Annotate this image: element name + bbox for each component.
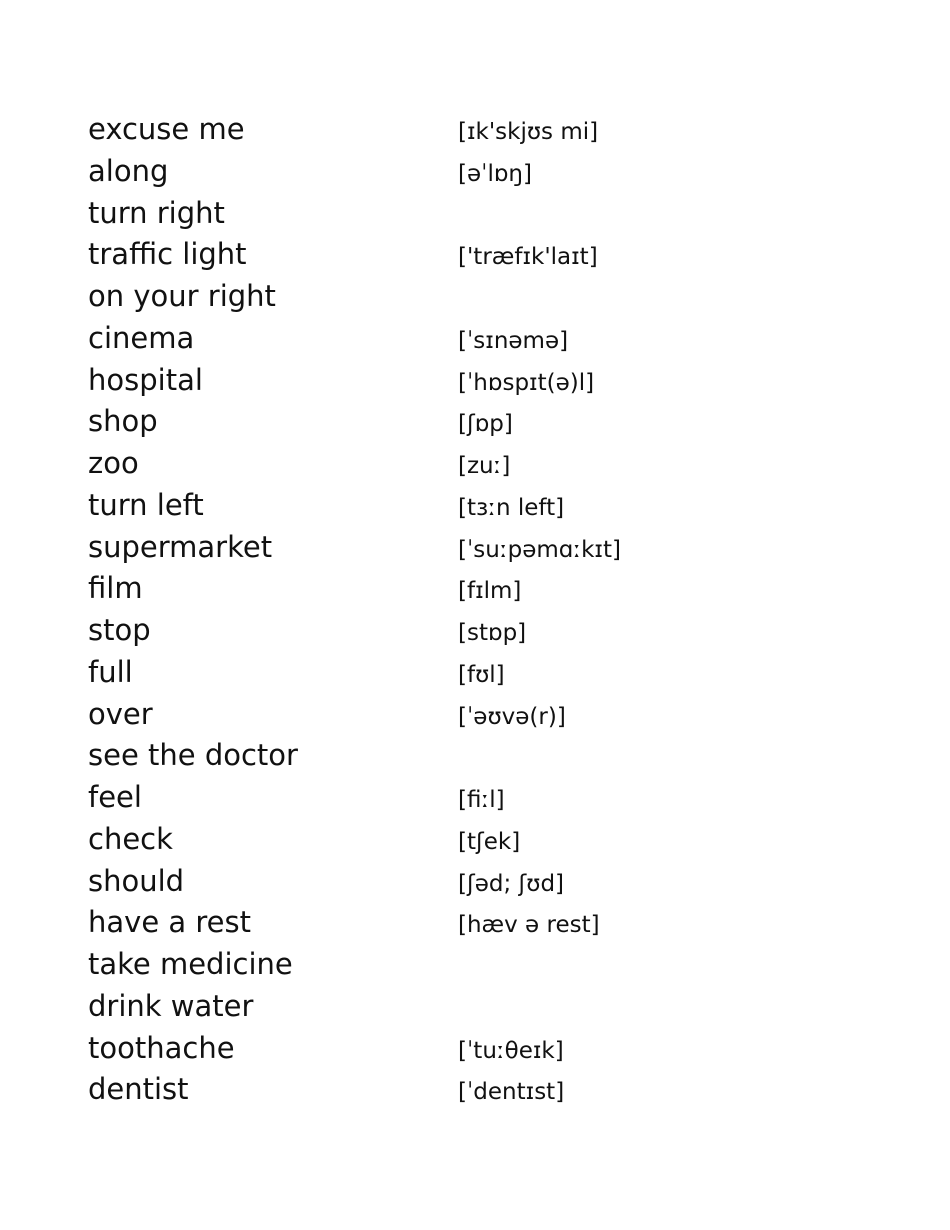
vocab-row [88,237,868,279]
vocab-word: zoo [88,446,139,480]
vocab-row [88,530,868,572]
vocab-row [88,363,868,405]
vocab-word: hospital [88,362,203,397]
vocab-phonetic: [ˈsɪnəmə] [458,327,569,354]
vocab-word: take medicine [88,947,293,981]
vocab-phonetic: [tʃek] [458,828,521,855]
vocab-phonetic: [ˈhɒspɪt(ə)l] [458,369,595,396]
vocab-word: shop [88,404,158,439]
vocab-row [88,488,868,530]
vocab-word: excuse me [88,112,245,146]
vocab-phonetic: [ˈsuːpəmɑːkɪt] [458,536,621,563]
vocab-row [88,154,868,196]
vocab-word: along [88,153,169,188]
vocab-word: see the doctor [88,738,298,773]
vocab-row [88,404,868,446]
vocab-phonetic: [ɪk'skjʊs mi] [458,119,599,145]
vocab-word: film [88,571,143,606]
vocab-phonetic: [ˈəʊvə(r)] [458,703,566,730]
vocab-word: cinema [88,320,195,355]
vocab-phonetic: [ʃɒp] [458,411,513,438]
vocab-word: should [88,863,185,898]
vocab-row [88,780,868,822]
vocab-row [88,321,868,363]
vocab-word: stop [88,613,151,647]
vocab-row [88,905,868,947]
vocab-row [88,822,868,864]
vocab-row [88,738,868,780]
vocab-row [88,112,868,154]
vocab-word: turn left [88,487,204,522]
vocab-row [88,989,868,1031]
vocab-word: supermarket [88,529,273,564]
vocab-phonetic: [tɜːn left] [458,494,565,521]
vocab-phonetic: [ʃəd; ʃʊd] [458,870,565,897]
vocab-row [88,655,868,697]
vocab-row [88,613,868,655]
vocab-phonetic: [fɪlm] [458,578,522,605]
vocab-phonetic: [zuː] [458,453,511,479]
vocab-word: check [88,821,173,856]
vocab-word: have a rest [88,905,251,940]
vocab-word: full [88,654,133,689]
vocab-word: over [88,696,153,731]
vocab-row [88,1031,868,1073]
vocab-row [88,864,868,906]
vocab-word: toothache [88,1030,235,1065]
vocab-phonetic: [stɒp] [458,620,527,646]
vocab-phonetic: [hæv ə rest] [458,912,600,939]
vocab-word: turn right [88,195,225,230]
vocab-phonetic: [ˈtuːθeɪk] [458,1037,564,1064]
vocab-row [88,196,868,238]
vocab-row [88,446,868,488]
vocab-row [88,697,868,739]
vocab-word: drink water [88,988,254,1023]
vocab-row [88,1072,868,1114]
vocab-word: on your right [88,279,276,313]
vocab-row [88,947,868,989]
vocab-row [88,279,868,321]
vocab-word: traffic light [88,237,247,272]
vocab-phonetic: [fiːl] [458,787,505,813]
vocabulary-list [88,112,868,1114]
vocab-phonetic: ['træfɪk'laɪt] [458,244,598,271]
vocab-row [88,571,868,613]
vocab-word: dentist [88,1072,189,1107]
vocab-phonetic: [fʊl] [458,661,505,688]
vocab-word: feel [88,780,142,814]
vocab-phonetic: [ˈdentɪst] [458,1079,565,1106]
vocab-phonetic: [əˈlɒŋ] [458,160,532,187]
